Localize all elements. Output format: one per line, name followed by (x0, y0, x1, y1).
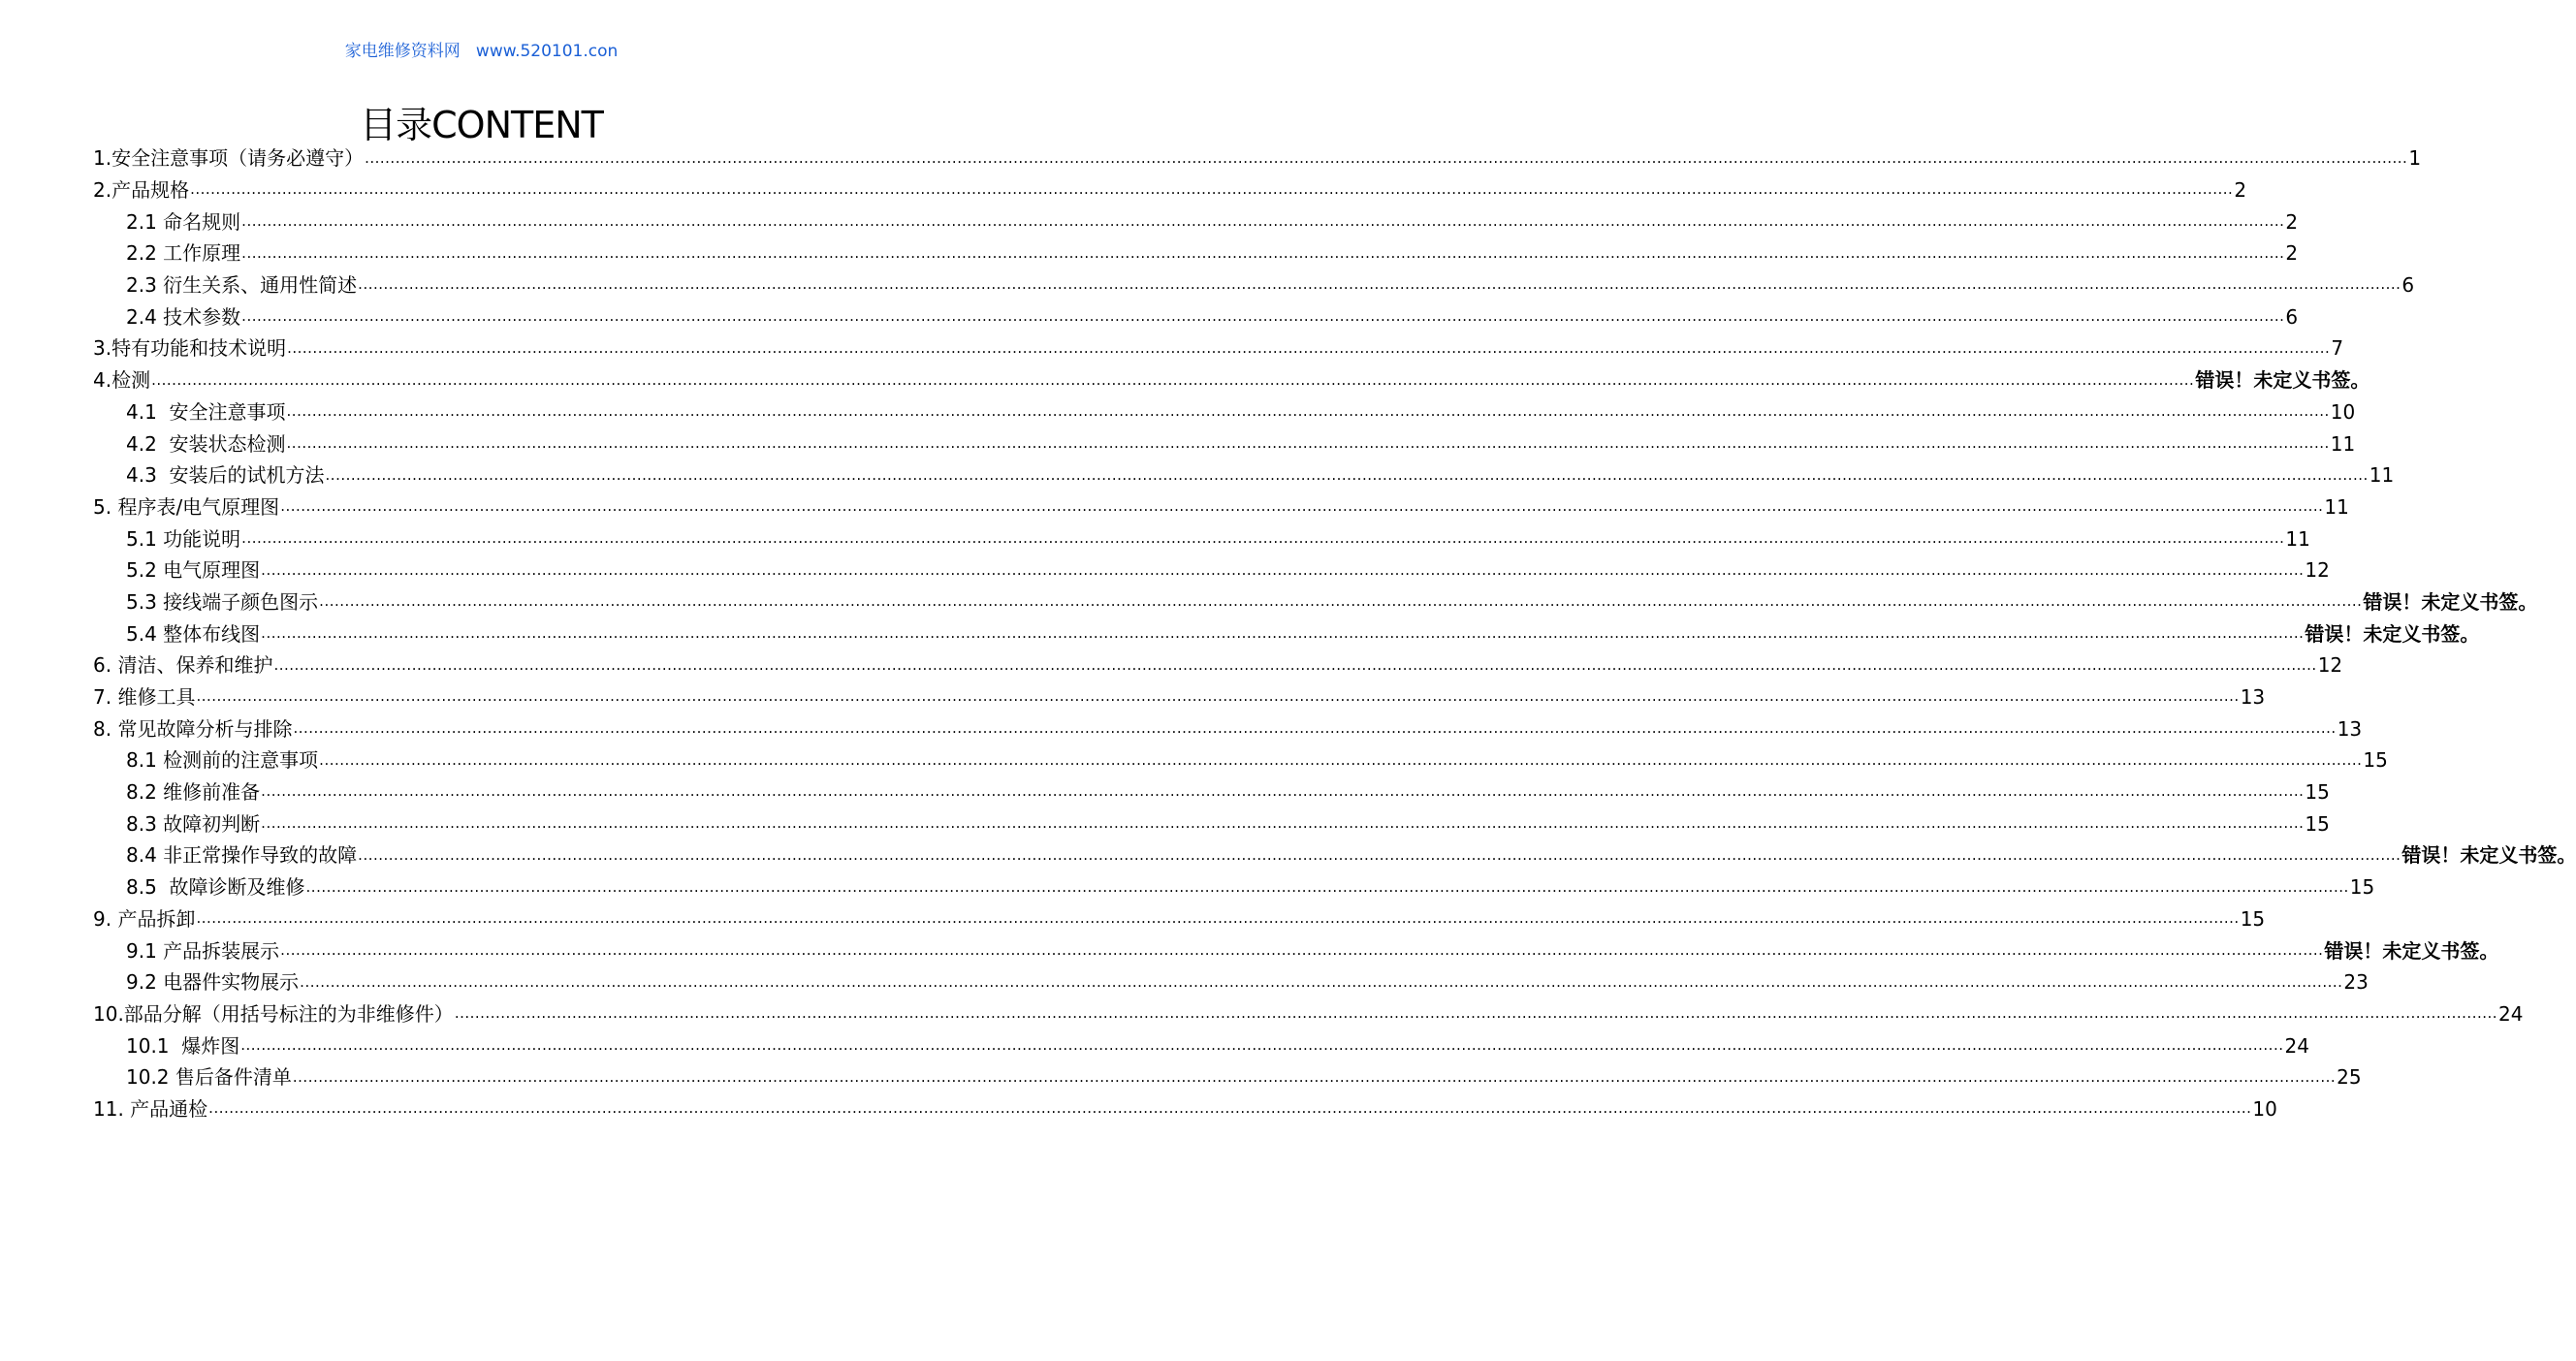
toc-entry[interactable] (93, 649, 2343, 681)
toc-entry-label: 7. 维修工具 (93, 685, 196, 710)
toc-leader-dots: ................................................................................................................................................................................................................................................................................................................................................................................................................ (365, 148, 2408, 167)
toc-leader-dots: ................................................................................................................................................................................................................................................................................................................................................................................................................ (261, 782, 2305, 801)
table-of-contents (93, 142, 2576, 1124)
toc-entry[interactable] (93, 269, 2415, 301)
toc-leader-dots: ................................................................................................................................................................................................................................................................................................................................................................................................................ (287, 338, 2331, 357)
toc-entry-page: 1 (2408, 146, 2422, 171)
toc-entry-label: 11. 产品通检 (93, 1096, 208, 1121)
toc-entry-page: 2 (2285, 209, 2299, 234)
toc-entry-label: 9.1 产品拆装展示 (126, 938, 280, 963)
watermark-text: 家电维修资料网 www.520101.con (344, 42, 619, 61)
toc-leader-dots: ................................................................................................................................................................................................................................................................................................................................................................................................................ (273, 655, 2317, 674)
toc-entry-page: 错误！未定义书签。 (2401, 843, 2576, 868)
toc-entry[interactable] (93, 903, 2266, 935)
toc-leader-dots: ................................................................................................................................................................................................................................................................................................................................................................................................................ (196, 687, 2240, 706)
toc-leader-dots: ................................................................................................................................................................................................................................................................................................................................................................................................................ (190, 180, 2234, 199)
toc-entry[interactable] (93, 871, 2375, 903)
toc-leader-dots: ................................................................................................................................................................................................................................................................................................................................................................................................................ (208, 1099, 2252, 1118)
toc-entry-page: 13 (2240, 685, 2266, 710)
toc-entry-label: 9. 产品拆卸 (93, 906, 196, 931)
toc-entry-page: 7 (2331, 336, 2344, 361)
toc-entry-label: 10.1 爆炸图 (126, 1033, 240, 1058)
toc-entry-label: 2.1 命名规则 (126, 209, 241, 234)
toc-entry-label: 2.产品规格 (93, 178, 190, 203)
toc-leader-dots: ................................................................................................................................................................................................................................................................................................................................................................................................................ (293, 719, 2337, 738)
page-title: 目录CONTENT (360, 104, 603, 146)
toc-leader-dots: ................................................................................................................................................................................................................................................................................................................................................................................................................ (280, 940, 2324, 959)
toc-entry-page: 错误！未定义书签。 (2324, 938, 2499, 963)
toc-entry[interactable] (93, 301, 2299, 332)
toc-entry-page: 6 (2401, 273, 2415, 298)
toc-entry-page: 错误！未定义书签。 (2363, 589, 2538, 614)
toc-leader-dots: ................................................................................................................................................................................................................................................................................................................................................................................................................ (454, 1004, 2498, 1023)
toc-leader-dots: ................................................................................................................................................................................................................................................................................................................................................................................................................ (286, 433, 2330, 452)
toc-entry-page: 2 (2234, 178, 2247, 203)
toc-entry-label: 4.3 安装后的试机方法 (126, 463, 325, 488)
toc-entry[interactable] (93, 744, 2388, 776)
toc-entry-page: 错误！未定义书签。 (2195, 368, 2370, 393)
toc-leader-dots: ................................................................................................................................................................................................................................................................................................................................................................................................................ (261, 560, 2305, 579)
toc-leader-dots: ................................................................................................................................................................................................................................................................................................................................................................................................................ (305, 877, 2349, 896)
toc-entry-page: 15 (2363, 748, 2388, 773)
toc-entry-page: 11 (2369, 463, 2395, 488)
toc-entry[interactable] (93, 491, 2349, 523)
toc-entry-label: 8.4 非正常操作导致的故障 (126, 843, 358, 868)
toc-entry[interactable] (93, 364, 2370, 396)
toc-entry[interactable] (93, 998, 2524, 1030)
toc-leader-dots: ................................................................................................................................................................................................................................................................................................................................................................................................................ (196, 909, 2240, 928)
toc-entry-label: 1.安全注意事项（请务必遵守） (93, 146, 365, 171)
toc-entry-page: 15 (2349, 875, 2375, 900)
toc-leader-dots: ................................................................................................................................................................................................................................................................................................................................................................................................................ (292, 1067, 2337, 1086)
toc-entry-page: 13 (2337, 716, 2363, 741)
toc-entry-page: 11 (2285, 526, 2310, 551)
toc-entry-label: 8.3 故障初判断 (126, 811, 261, 836)
toc-entry-label: 8. 常见故障分析与排除 (93, 716, 293, 741)
toc-entry[interactable] (93, 586, 2538, 618)
toc-entry[interactable] (93, 776, 2330, 808)
toc-entry-label: 5.1 功能说明 (126, 526, 241, 551)
toc-entry-page: 15 (2305, 811, 2330, 836)
toc-leader-dots: ................................................................................................................................................................................................................................................................................................................................................................................................................ (241, 212, 2285, 231)
toc-leader-dots: ................................................................................................................................................................................................................................................................................................................................................................................................................ (151, 370, 2195, 389)
toc-entry[interactable] (93, 617, 2480, 649)
toc-entry-label: 5.2 电气原理图 (126, 558, 261, 583)
toc-entry-label: 2.3 衍生关系、通用性简述 (126, 273, 358, 298)
toc-leader-dots: ................................................................................................................................................................................................................................................................................................................................................................................................................ (240, 1035, 2284, 1054)
toc-entry-page: 25 (2337, 1065, 2362, 1090)
toc-entry-page: 23 (2343, 970, 2369, 995)
toc-leader-dots: ................................................................................................................................................................................................................................................................................................................................................................................................................ (241, 243, 2285, 262)
toc-leader-dots: ................................................................................................................................................................................................................................................................................................................................................................................................................ (358, 275, 2401, 294)
toc-entry[interactable] (93, 174, 2247, 206)
toc-entry-page: 10 (2252, 1096, 2277, 1121)
toc-entry-label: 4.2 安装状态检测 (126, 431, 286, 456)
toc-entry-label: 2.4 技术参数 (126, 304, 241, 329)
toc-entry[interactable] (93, 1093, 2277, 1125)
toc-entry[interactable] (93, 839, 2576, 871)
toc-entry-label: 4.1 安全注意事项 (126, 399, 286, 424)
toc-entry-label: 5.4 整体布线图 (126, 621, 261, 646)
toc-entry-label: 10.部品分解（用括号标注的为非维修件） (93, 1001, 454, 1026)
toc-entry-page: 11 (2324, 494, 2349, 519)
toc-leader-dots: ................................................................................................................................................................................................................................................................................................................................................................................................................ (280, 497, 2324, 516)
toc-entry-label: 8.2 维修前准备 (126, 780, 261, 805)
toc-entry[interactable] (93, 934, 2499, 966)
toc-entry[interactable] (93, 1061, 2362, 1093)
toc-entry-label: 4.检测 (93, 368, 151, 393)
toc-entry[interactable] (93, 142, 2422, 174)
toc-entry-page: 24 (2284, 1033, 2309, 1058)
toc-leader-dots: ................................................................................................................................................................................................................................................................................................................................................................................................................ (319, 592, 2363, 611)
toc-entry-label: 8.1 检测前的注意事项 (126, 748, 319, 773)
toc-leader-dots: ................................................................................................................................................................................................................................................................................................................................................................................................................ (319, 750, 2363, 769)
toc-entry[interactable] (93, 681, 2266, 713)
toc-entry[interactable] (93, 459, 2395, 491)
toc-entry-page: 12 (2317, 653, 2343, 678)
toc-entry[interactable] (93, 396, 2356, 428)
toc-leader-dots: ................................................................................................................................................................................................................................................................................................................................................................................................................ (300, 972, 2343, 991)
toc-entry-label: 5.3 接线端子颜色图示 (126, 589, 319, 614)
toc-entry-page: 错误！未定义书签。 (2305, 621, 2480, 646)
toc-entry-label: 5. 程序表/电气原理图 (93, 494, 280, 519)
toc-leader-dots: ................................................................................................................................................................................................................................................................................................................................................................................................................ (286, 402, 2330, 421)
toc-entry-page: 2 (2285, 241, 2299, 266)
toc-entry[interactable] (93, 522, 2310, 554)
toc-entry[interactable] (93, 712, 2363, 744)
toc-entry-label: 6. 清洁、保养和维护 (93, 653, 273, 678)
toc-leader-dots: ................................................................................................................................................................................................................................................................................................................................................................................................................ (241, 528, 2285, 547)
toc-entry-page: 24 (2498, 1001, 2524, 1026)
toc-entry-label: 2.2 工作原理 (126, 241, 241, 266)
toc-leader-dots: ................................................................................................................................................................................................................................................................................................................................................................................................................ (261, 624, 2305, 642)
toc-entry-page: 11 (2330, 431, 2356, 456)
toc-leader-dots: ................................................................................................................................................................................................................................................................................................................................................................................................................ (325, 465, 2369, 484)
toc-entry[interactable] (93, 332, 2344, 364)
toc-entry-label: 10.2 售后备件清单 (126, 1065, 292, 1090)
toc-entry-label: 8.5 故障诊断及维修 (126, 875, 305, 900)
toc-leader-dots: ................................................................................................................................................................................................................................................................................................................................................................................................................ (261, 814, 2305, 833)
toc-entry[interactable] (93, 427, 2356, 459)
toc-entry-label: 9.2 电器件实物展示 (126, 970, 300, 995)
toc-entry-page: 15 (2305, 780, 2330, 805)
toc-entry-page: 15 (2240, 906, 2266, 931)
toc-entry-page: 6 (2285, 304, 2299, 329)
toc-entry[interactable] (93, 554, 2330, 586)
toc-leader-dots: ................................................................................................................................................................................................................................................................................................................................................................................................................ (358, 845, 2401, 864)
toc-leader-dots: ................................................................................................................................................................................................................................................................................................................................................................................................................ (241, 307, 2285, 326)
toc-entry[interactable] (93, 1029, 2309, 1061)
toc-entry-page: 12 (2305, 558, 2330, 583)
toc-entry-page: 10 (2330, 399, 2356, 424)
toc-entry[interactable] (93, 807, 2330, 839)
toc-entry[interactable] (93, 237, 2299, 269)
toc-entry[interactable] (93, 206, 2299, 237)
toc-entry-label: 3.特有功能和技术说明 (93, 336, 287, 361)
toc-entry[interactable] (93, 966, 2369, 998)
